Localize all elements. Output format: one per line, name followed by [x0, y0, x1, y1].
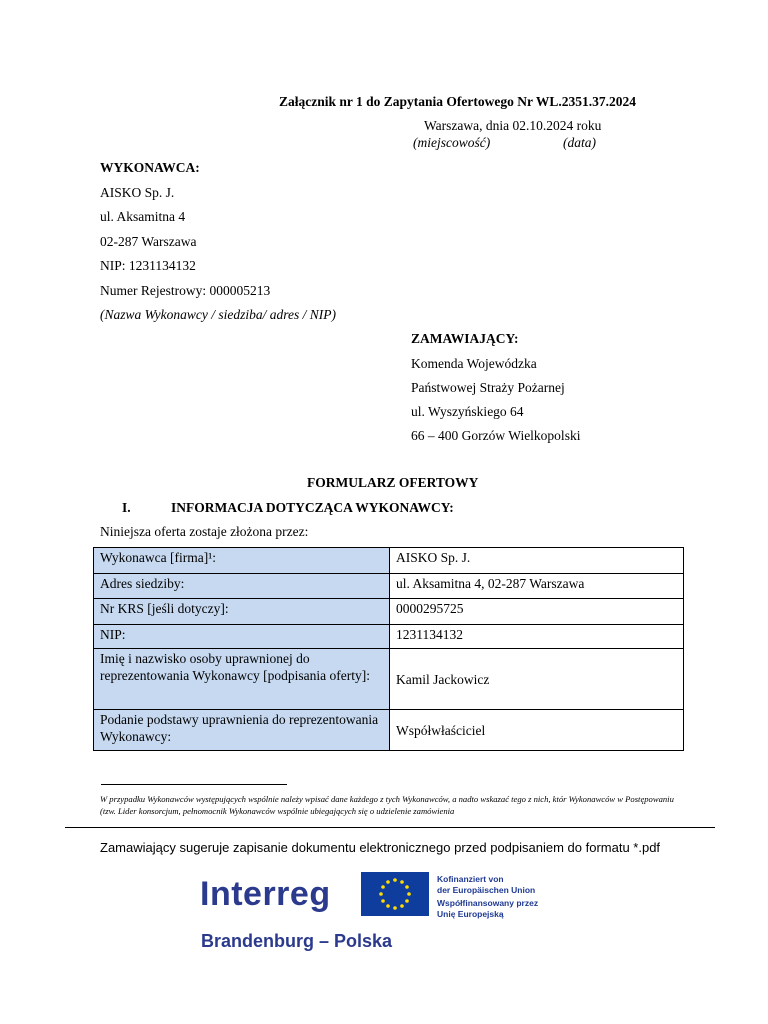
place-date: Warszawa, dnia 02.10.2024 roku — [424, 118, 602, 133]
date-hint: (data) — [563, 135, 596, 150]
eu-line: Kofinanziert von — [437, 874, 504, 884]
eu-stars-icon — [361, 872, 429, 916]
table-label: NIP: — [94, 625, 390, 649]
contractor-table — [93, 547, 684, 751]
contractor-name: AISKO Sp. J. — [100, 185, 175, 200]
orderer-line4: 66 – 400 Gorzów Wielkopolski — [411, 428, 581, 443]
contractor-city: 02-287 Warszawa — [100, 234, 197, 249]
footnote-divider — [101, 784, 287, 785]
eu-line: der Europäischen Union — [437, 885, 536, 895]
orderer-line3: ul. Wyszyńskiego 64 — [411, 404, 524, 419]
table-label: Nr KRS [jeśli dotyczy]: — [94, 599, 390, 625]
contractor-heading: WYKONAWCA: — [100, 160, 200, 175]
table-value: Współwłaściciel — [390, 710, 684, 751]
table-value: ul. Aksamitna 4, 02-287 Warszawa — [390, 574, 684, 599]
table-row — [94, 548, 684, 574]
contractor-registry: Numer Rejestrowy: 000005213 — [100, 283, 271, 298]
eu-line: Unię Europejską — [437, 909, 504, 919]
place-hint: (miejscowość) — [413, 135, 491, 150]
table-row — [94, 710, 684, 751]
footer-note: Zamawiający sugeruje zapisanie dokumentu elektronicznego przed podpisaniem do formatu *.pdf — [100, 840, 661, 855]
orderer-line1: Komenda Wojewódzka — [411, 356, 537, 371]
section-number: I. — [122, 500, 131, 515]
contractor-street: ul. Aksamitna 4 — [100, 209, 186, 224]
table-label: Imię i nazwisko osoby uprawnionej do reprezentowania Wykonawcy [podpisania oferty]: — [94, 649, 390, 710]
table-row — [94, 599, 684, 625]
page-footer-divider — [65, 827, 715, 828]
orderer-heading: ZAMAWIAJĄCY: — [411, 331, 519, 346]
interreg-logo: Interreg — [200, 875, 331, 913]
form-intro: Niniejsza oferta zostaje złożona przez: — [100, 524, 309, 539]
table-row — [94, 574, 684, 599]
document-title: Załącznik nr 1 do Zapytania Ofertowego Nr WL.2351.37.2024 — [279, 94, 637, 109]
form-title: FORMULARZ OFERTOWY — [307, 475, 479, 490]
table-value: Kamil Jackowicz — [390, 649, 684, 710]
footnote: W przypadku Wykonawców występujących wspólnie należy wpisać dane każdego z tych Wykonawców, a nadto wskazać tego z nich, któr Wykonawców w Postępowaniu (tzw. Lider konsorcjum, pełnomocnik Wykonawców wspólnie ubiegających się o udzielenie zamówienia — [100, 794, 674, 816]
contractor-hint: (Nazwa Wykonawcy / siedziba/ adres / NIP) — [100, 307, 336, 322]
orderer-line2: Państwowej Straży Pożarnej — [411, 380, 565, 395]
table-row — [94, 649, 684, 710]
eu-flag-icon — [361, 872, 429, 916]
contractor-nip: NIP: 1231134132 — [100, 258, 196, 273]
table-label: Adres siedziby: — [94, 574, 390, 599]
table-label: Wykonawca [firma]¹: — [94, 548, 390, 574]
eu-cofunding-text — [437, 874, 538, 920]
region-label: Brandenburg – Polska — [201, 931, 393, 951]
eu-line: Współfinansowany przez — [437, 898, 539, 908]
table-label: Podanie podstawy uprawnienia do reprezentowania Wykonawcy: — [94, 710, 390, 751]
table-value: AISKO Sp. J. — [390, 548, 684, 574]
table-value: 1231134132 — [390, 625, 684, 649]
table-row — [94, 625, 684, 649]
section-title: INFORMACJA DOTYCZĄCA WYKONAWCY: — [171, 500, 454, 515]
table-value: 0000295725 — [390, 599, 684, 625]
